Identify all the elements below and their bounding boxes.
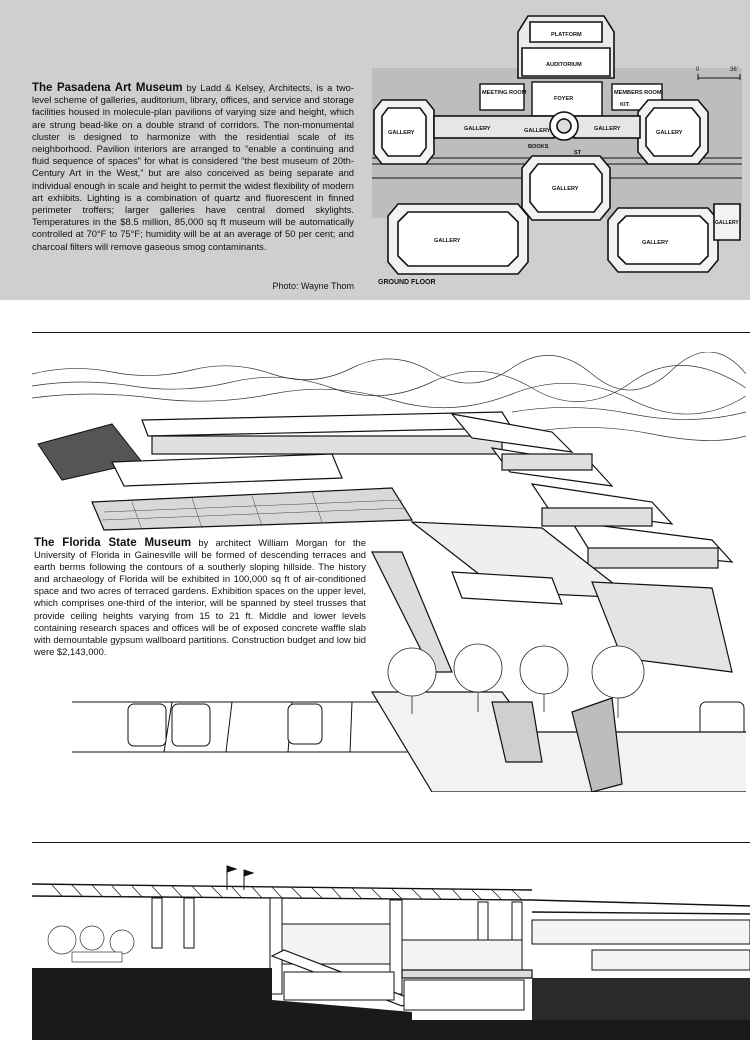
section-divider-bottom	[32, 842, 750, 843]
plan-label-gallery-southeast: GALLERY	[642, 240, 669, 246]
plan-label-gallery-west: GALLERY	[388, 130, 415, 136]
plan-label-members-room: MEMBERS ROOM	[614, 90, 662, 96]
scale-start-label: 0	[696, 67, 700, 73]
plan-label-auditorium: AUDITORIUM	[546, 62, 582, 68]
plan-label-kit: KIT.	[620, 102, 630, 108]
plan-label-gallery-corridor-west: GALLERY	[464, 126, 491, 132]
ground-floor-plan	[368, 8, 746, 290]
plan-label-platform: PLATFORM	[551, 32, 582, 38]
plan-label-gallery-southwest: GALLERY	[434, 238, 461, 244]
florida-body: by architect William Morgan for the University of Florida in Gainesville will be formed of descending terraces and earth berms following the contours of a southerly sloping hillside. The history and archaeology of Florida will be exhibited in 100,000 sq ft of air-conditioned space and two acres of terraced gardens. Exhibition spaces on the upper level, which comprises one-third of the interior, will be spanned by steel trusses that provide ceiling heights varying from 15 to 21 ft. Middle and lower levels containing research spaces and offices will be of exposed concrete waffle slab with demountable gypsum wallboard partitions. Construction budget and low bid were $2,143,000.	[34, 537, 366, 657]
plan-label-meeting-room: MEETING ROOM	[482, 90, 527, 96]
pasadena-title: The Pasadena Art Museum	[32, 82, 183, 94]
plan-label-foyer: FOYER	[554, 96, 574, 102]
section-divider-top	[32, 332, 750, 333]
plan-label-gallery-south: GALLERY	[552, 186, 579, 192]
florida-title: The Florida State Museum	[34, 537, 192, 549]
museum-cross-section	[32, 860, 750, 1040]
scale-end-label: 36'	[730, 67, 738, 73]
pasadena-body: by Ladd & Kelsey, Architects, is a two-level scheme of galleries, auditorium, library, offices, and service and storage facilities housed in molecule-plan pavilions of varying size and height, which are strung bead-like on a double strand of corridors. The non-monumental cluster is designed to harmonize with the residential scale of its neighborhood. Pavilion interiors are arranged to “enable a continuing and fluid sequence of spaces” for what is considered “the best museum of 20th-Century Art in the West,” but are also conceived as being separate and individual enough in scale and height to permit the widest flexibility of modern art exhibits. Lighting is a combination of quartz and fluorescent in finned perimeter troffers; larger galleries have central domed skylights. Temperatures in the $8.5 million, 85,000 sq ft museum will be automatically controlled at 70°F to 75°F; humidity will be at an average of 50 per cent; and charcoal filters will remove gaseous smog contaminants.	[32, 82, 354, 252]
pasadena-description	[32, 82, 354, 253]
plan-label-gallery-corridor-east: GALLERY	[594, 126, 621, 132]
photo-credit: Photo: Wayne Thom	[272, 281, 354, 291]
plan-label-books: BOOKS	[528, 144, 549, 150]
plan-label-gallery-far-east: GALLERY	[715, 220, 739, 226]
florida-description	[34, 537, 366, 658]
plan-label-gallery-center: GALLERY	[524, 128, 551, 134]
plan-label-ground-floor: GROUND FLOOR	[378, 279, 436, 286]
plan-label-st: ST	[574, 150, 582, 156]
plan-label-gallery-east: GALLERY	[656, 130, 683, 136]
